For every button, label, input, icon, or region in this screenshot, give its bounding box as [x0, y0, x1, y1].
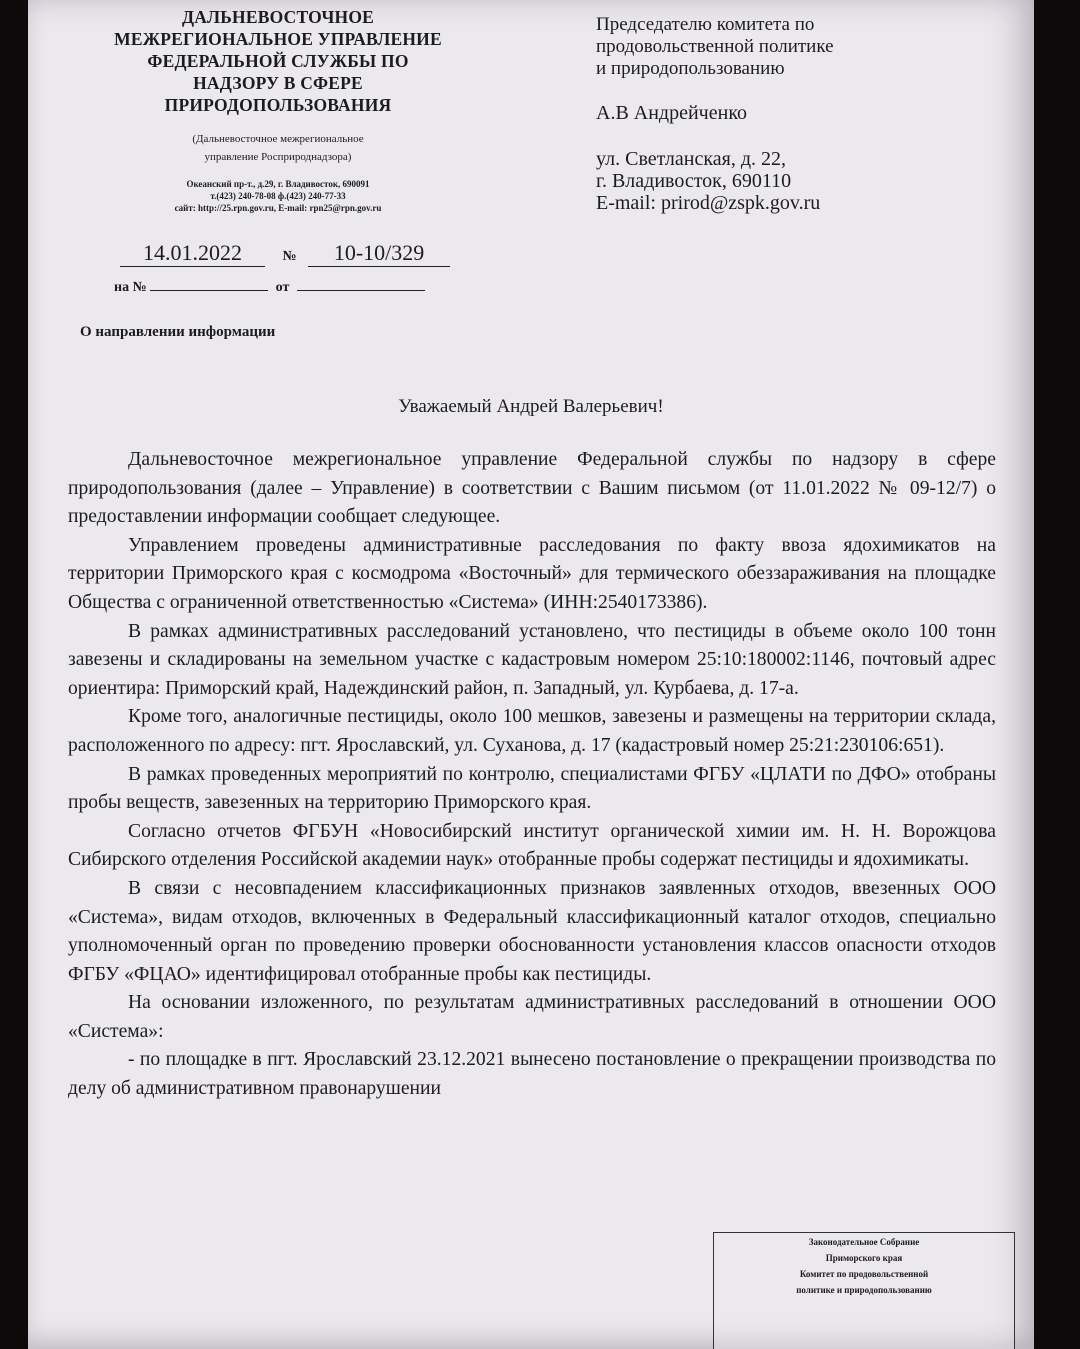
recipient-line: Председателю комитета по	[596, 14, 815, 35]
body-paragraph: В связи с несовпадением классификационных признаков заявленных отходов, ввезенных ООО «Система», видам отходов, включенных в Федеральный классификационный каталог отходов, специально уполномоченный орган по проведению проверки обоснованности установления классов опасности отходов ФГБУ «ФЦАО» идентифицировал отобранные пробы как пестициды.	[68, 877, 996, 985]
stamp-line: Законодательное Собрание	[808, 1237, 920, 1247]
on-number-label: на №	[114, 280, 147, 295]
letter-subject: О направлении информации	[80, 324, 276, 340]
sender-title-line: НАДЗОРУ В СФЕРЕ	[193, 73, 363, 93]
recipient-block	[596, 14, 1016, 214]
recipient-line: и природопользованию	[596, 58, 785, 79]
stamp-line: Комитет по продовольственной	[799, 1269, 929, 1279]
sender-short-line: (Дальневосточное межрегиональное	[192, 133, 364, 145]
sender-block	[98, 6, 458, 214]
incoming-registration-stamp	[713, 1232, 1015, 1349]
sender-title-line: ФЕДЕРАЛЬНОЙ СЛУЖБЫ ПО	[147, 51, 409, 71]
body-paragraph: Дальневосточное межрегиональное управление Федеральной службы по надзору в сфере природопользования (далее – Управление) в соответствии с Вашим письмом (от 11.01.2022 № 09-12/7) о предоставлении информации сообщает следующее.	[68, 449, 996, 528]
sender-contact-line: т.(423) 240-78-08 ф.(423) 240-77-33	[210, 191, 346, 201]
body-paragraph: В рамках административных расследований установлено, что пестициды в объеме около 100 тонн завезены и складированы на земельном участке с кадастровым номером 25:10:180002:1146, почтовый адрес ориентира: Приморский край, Надеждинский район, п. Западный, ул. Курбаева, д. 17-а.	[68, 620, 996, 699]
sender-title	[98, 6, 458, 116]
recipient-address-line: г. Владивосток, 690110	[596, 170, 792, 192]
from-date-blank	[297, 272, 425, 291]
registration-date: 14.01.2022	[120, 240, 265, 267]
document-page	[28, 0, 1034, 1349]
on-number-blank	[150, 272, 268, 291]
sender-short-name	[98, 130, 458, 166]
recipient-email: E-mail: prirod@zspk.gov.ru	[596, 192, 821, 214]
sender-short-line: управление Росприроднадзора)	[204, 151, 352, 163]
letter-body	[68, 446, 996, 1104]
recipient-line: продовольственной политике	[596, 36, 834, 57]
body-paragraph: В рамках проведенных мероприятий по контролю, специалистами ФГБУ «ЦЛАТИ по ДФО» отобраны пробы веществ, завезенных на территорию Приморского края.	[68, 763, 996, 814]
stamp-line: Приморского края	[825, 1253, 903, 1263]
greeting: Уважаемый Андрей Валерьевич!	[398, 396, 664, 417]
body-paragraph: Кроме того, аналогичные пестициды, около 100 мешков, завезены и размещены на территории склада, расположенного по адресу: пгт. Ярославский, ул. Суханова, д. 17 (кадастровый номер 25:21:230106:651).	[68, 706, 996, 756]
body-paragraph: На основании изложенного, по результатам административных расследований в отношении ООО «Система»:	[68, 992, 996, 1042]
sender-title-line: МЕЖРЕГИОНАЛЬНОЕ УПРАВЛЕНИЕ	[114, 29, 442, 49]
body-paragraph: Управлением проведены административные расследования по факту ввоза ядохимикатов на территории Приморского края с космодрома «Восточный» для термического обеззараживания на площадке Общества с ограниченной ответственностью «Система» (ИНН:2540173386).	[68, 534, 996, 613]
recipient-name: А.В Андрейченко	[596, 102, 748, 124]
number-label: №	[282, 249, 297, 264]
sender-contact-line: Океанский пр-т., д.29, г. Владивосток, 690091	[186, 179, 370, 189]
recipient-address-line: ул. Светланская, д. 22,	[596, 148, 786, 170]
sender-contact-line: сайт: http://25.rpn.gov.ru, E-mail: rpn25@rpn.gov.ru	[174, 203, 382, 213]
sender-title-line: ПРИРОДОПОЛЬЗОВАНИЯ	[164, 95, 392, 115]
sender-title-line: ДАЛЬНЕВОСТОЧНОЕ	[181, 7, 375, 27]
sender-contacts	[98, 178, 458, 214]
from-label: от	[275, 280, 290, 295]
registration-number: 10-10/329	[308, 240, 450, 267]
registration-line	[120, 240, 450, 267]
body-paragraph: Согласно отчетов ФГБУН «Новосибирский институт органической химии им. Н. Н. Ворожцова Сибирского отделения Российской академии наук» отобранные пробы содержат пестициды и ядохимикаты.	[68, 820, 996, 871]
reply-reference-line	[114, 272, 425, 296]
stamp-line: политике и природопользованию	[796, 1285, 932, 1295]
body-paragraph: - по площадке в пгт. Ярославский 23.12.2021 вынесено постановление о прекращении производства по делу об административном правонарушении	[68, 1049, 996, 1100]
